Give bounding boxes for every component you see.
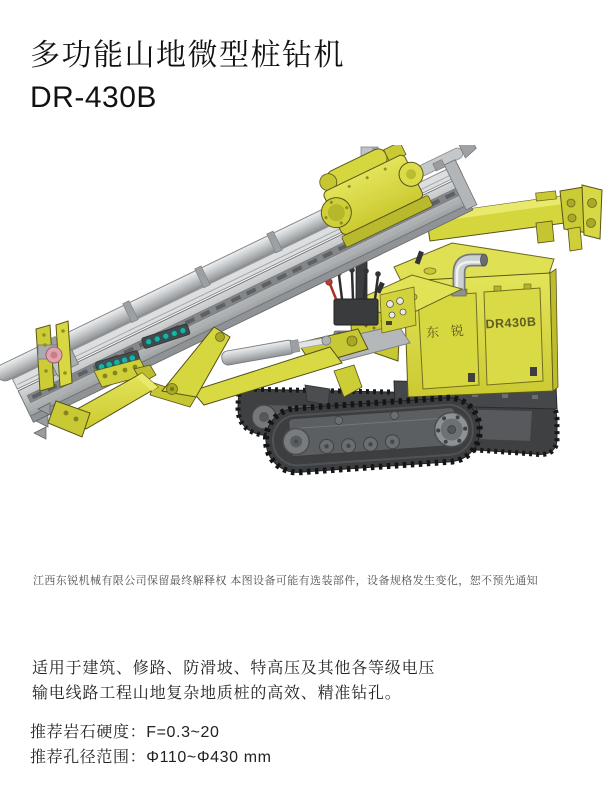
page-title: 多功能山地微型桩钻机	[30, 39, 345, 72]
page-header	[30, 38, 345, 116]
spec-list	[30, 720, 272, 770]
spec-value: F=0.3~20	[146, 724, 220, 741]
gauge-panel	[380, 287, 416, 333]
spec-label: 推荐孔径范围：	[30, 749, 147, 766]
description-line-1: 适用于建筑、修路、防滑坡、特高压及其他各等级电压	[32, 660, 436, 677]
spec-rock-hardness	[30, 720, 272, 745]
product-image	[0, 145, 611, 480]
crawler-track-near	[264, 396, 482, 475]
brand-label: 东 锐	[425, 322, 469, 341]
engine-box	[394, 243, 558, 397]
spec-value: Φ110~Φ430 mm	[146, 749, 272, 766]
model-number: DR-430B	[30, 81, 157, 114]
spec-hole-diameter	[30, 745, 272, 770]
model-label: DR430B	[485, 314, 537, 332]
machine-illustration	[0, 145, 611, 480]
product-description	[32, 656, 435, 706]
spec-label: 推荐岩石硬度：	[30, 724, 147, 741]
description-line-2: 输电线路工程山地复杂地质桩的高效、精准钻孔。	[32, 685, 402, 702]
disclaimer-text: 江西东锐机械有限公司保留最终解释权 本图设备可能有选装部件，设备规格发生变化，恕不预先通知	[33, 575, 539, 587]
